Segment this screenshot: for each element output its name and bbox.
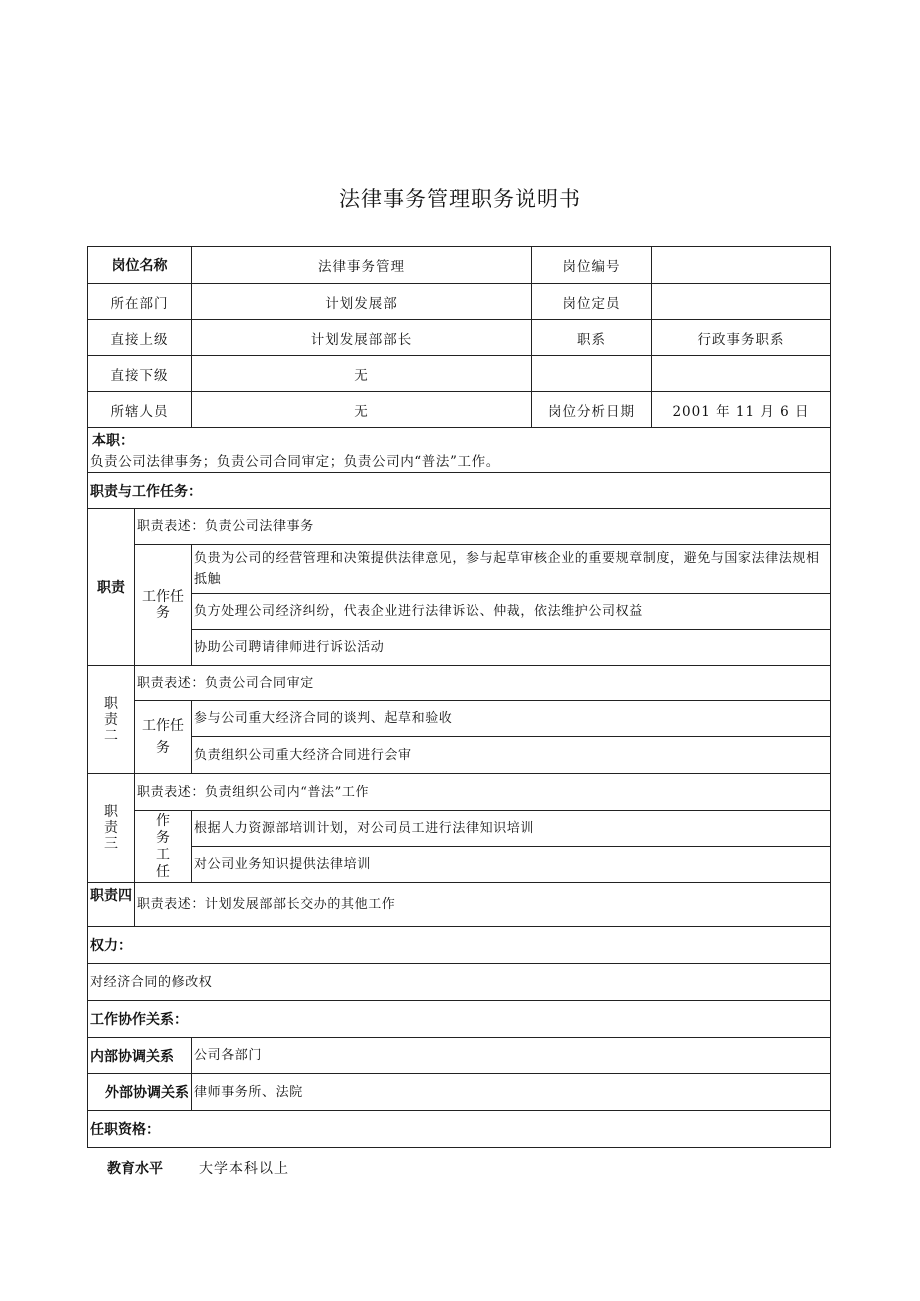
r1-desc: 职责表述：负责公司法律事务 bbox=[135, 509, 831, 545]
analysis-date-label: 岗位分析日期 bbox=[532, 392, 652, 428]
managed-value: 无 bbox=[192, 392, 532, 428]
r1-task-row bbox=[88, 630, 831, 666]
series-value: 行政事务职系 bbox=[652, 320, 831, 356]
job-description-table bbox=[87, 246, 831, 1148]
r1-task-label-line: 工作任 bbox=[142, 589, 184, 605]
r3-task-label-line: 任 bbox=[156, 863, 170, 880]
r1-task-label-line: 务 bbox=[156, 605, 170, 621]
r1-task-2: 负方处理公司经济纠纷，代表企业进行法律诉讼、仲裁，依法维护公司权益 bbox=[192, 594, 831, 630]
position-name-value: 法律事务管理 bbox=[192, 247, 532, 284]
row-responsibilities-heading bbox=[88, 473, 831, 509]
r3-task-2: 对公司业务知识提供法律培训 bbox=[192, 847, 831, 883]
r3-label-line: 三 bbox=[104, 836, 118, 852]
row-duty bbox=[88, 428, 831, 473]
r1-task-1: 负贵为公司的经营管理和决策提供法律意见，参与起草审核企业的重要规章制度，避免与国家法律法规相抵触 bbox=[192, 545, 831, 594]
r2-desc: 职责表述：负责公司合同审定 bbox=[135, 666, 831, 701]
r4-desc: 职责表述：计划发展部部长交办的其他工作 bbox=[135, 883, 831, 927]
power-label: 权力： bbox=[88, 927, 831, 964]
internal-label: 内部协调关系 bbox=[88, 1038, 192, 1074]
r1-task-3: 协助公司聘请律师进行诉讼活动 bbox=[192, 630, 831, 666]
department-value: 计划发展部 bbox=[192, 284, 532, 320]
quota-value bbox=[652, 284, 831, 320]
r3-label-line: 职 bbox=[104, 804, 118, 820]
row-cooperation-heading bbox=[88, 1001, 831, 1038]
row-internal bbox=[88, 1038, 831, 1074]
position-code-label: 岗位编号 bbox=[532, 247, 652, 284]
position-name-label: 岗位名称 bbox=[88, 247, 192, 284]
r3-task-label-line: 工 bbox=[156, 846, 170, 863]
row-qualification-heading bbox=[88, 1111, 831, 1148]
internal-value: 公司各部门 bbox=[192, 1038, 831, 1074]
r2-label bbox=[88, 666, 135, 774]
power-text: 对经济合同的修改权 bbox=[88, 964, 831, 1001]
duty-text: 负责公司法律事务；负责公司合同审定；负责公司内“普法”工作。 bbox=[90, 454, 500, 470]
row-subordinate bbox=[88, 356, 831, 392]
r2-task-label-line: 务 bbox=[156, 740, 170, 756]
managed-label: 所辖人员 bbox=[88, 392, 192, 428]
row-position-name bbox=[88, 247, 831, 284]
external-label: 外部协调关系 bbox=[88, 1074, 192, 1111]
responsibilities-label: 职责与工作任务： bbox=[88, 473, 831, 509]
r3-desc-row bbox=[88, 774, 831, 811]
r2-label-line: 责 bbox=[104, 711, 118, 728]
cooperation-label: 工作协作关系： bbox=[88, 1001, 831, 1038]
row-department bbox=[88, 284, 831, 320]
r2-task-label bbox=[135, 701, 192, 774]
row-power bbox=[88, 964, 831, 1001]
duty-label: 本职： bbox=[92, 433, 134, 449]
r3-label bbox=[88, 774, 135, 883]
education-label: 教育水平 bbox=[107, 1161, 163, 1177]
r1-task-label bbox=[135, 545, 192, 666]
r3-task-label-line: 务 bbox=[156, 829, 170, 846]
r2-label-line: 二 bbox=[104, 727, 118, 744]
r2-task-row bbox=[88, 737, 831, 774]
subordinate-label: 直接下级 bbox=[88, 356, 192, 392]
empty-cell bbox=[652, 356, 831, 392]
r3-task-label-line: 作 bbox=[156, 812, 170, 829]
row-power-heading bbox=[88, 927, 831, 964]
series-label: 职系 bbox=[532, 320, 652, 356]
r1-task-row bbox=[88, 594, 831, 630]
r2-desc-row bbox=[88, 666, 831, 701]
department-label: 所在部门 bbox=[88, 284, 192, 320]
empty-cell bbox=[532, 356, 652, 392]
position-code-value bbox=[652, 247, 831, 284]
r2-task-label-line: 工作任 bbox=[142, 718, 184, 734]
r1-desc-row bbox=[88, 509, 831, 545]
qualification-label: 任职资格： bbox=[88, 1111, 831, 1148]
superior-value: 计划发展部部长 bbox=[192, 320, 532, 356]
r2-task-row bbox=[88, 701, 831, 737]
row-external bbox=[88, 1074, 831, 1111]
row-managed bbox=[88, 392, 831, 428]
superior-label: 直接上级 bbox=[88, 320, 192, 356]
r3-task-1: 根据人力资源部培训计划，对公司员工进行法律知识培训 bbox=[192, 811, 831, 847]
document-title: 法律事务管理职务说明书 bbox=[339, 187, 581, 211]
r3-label-line: 责 bbox=[104, 820, 118, 836]
r3-task-label bbox=[135, 811, 192, 883]
r2-task-1: 参与公司重大经济合同的谈判、起草和验收 bbox=[192, 701, 831, 737]
r1-label: 职责 bbox=[88, 509, 135, 666]
r3-task-row bbox=[88, 847, 831, 883]
r3-task-row bbox=[88, 811, 831, 847]
r4-label: 职责四 bbox=[88, 883, 135, 927]
quota-label: 岗位定员 bbox=[532, 284, 652, 320]
subordinate-value: 无 bbox=[192, 356, 532, 392]
row-superior bbox=[88, 320, 831, 356]
r1-task-row bbox=[88, 545, 831, 594]
r3-desc: 职责表述：负责组织公司内“普法”工作 bbox=[135, 774, 831, 811]
r2-label-line: 职 bbox=[104, 695, 118, 712]
external-value: 律师事务所、法院 bbox=[192, 1074, 831, 1111]
education-value: 大学本科以上 bbox=[199, 1161, 289, 1177]
analysis-date-value: 2001 年 11 月 6 日 bbox=[652, 392, 831, 428]
r4-row bbox=[88, 883, 831, 927]
r2-task-2: 负责组织公司重大经济合同进行会审 bbox=[192, 737, 831, 774]
